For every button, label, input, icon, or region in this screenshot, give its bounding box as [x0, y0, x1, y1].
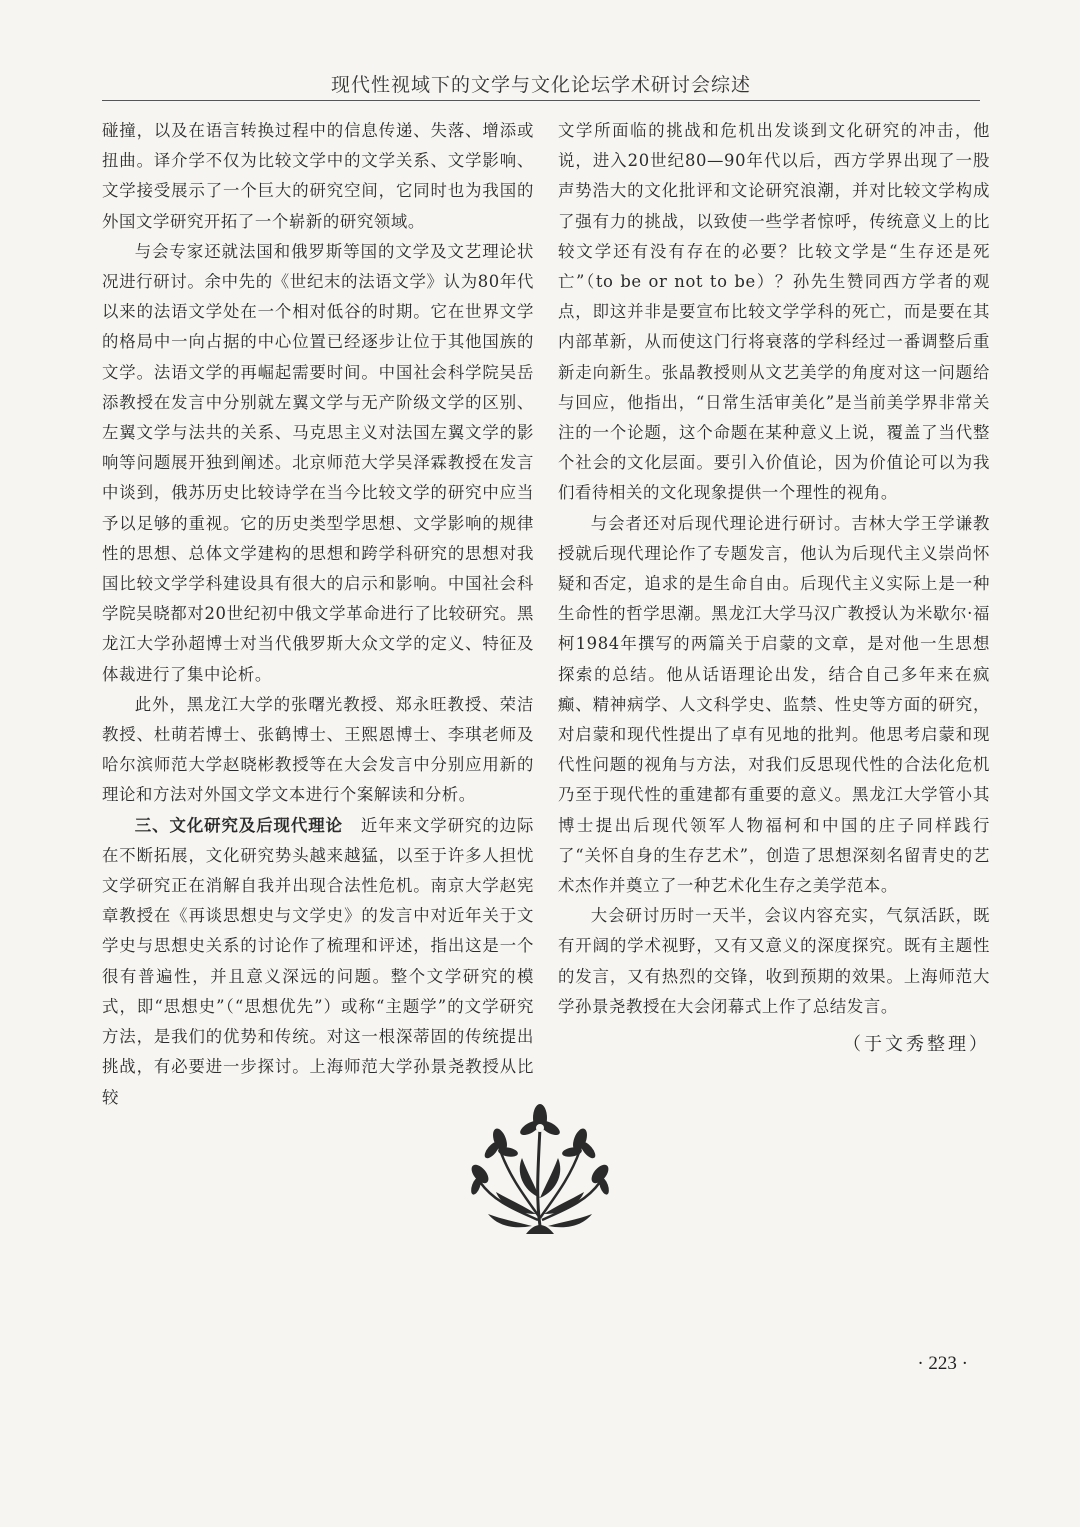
left-paragraph-4 [102, 811, 534, 1113]
section-body: 近年来文学研究的边际在不断拓展，文化研究势头越来越猛，以至于许多人担忧文学研究正在消解自我并出现合法性危机。南京大学赵宪章教授在《再谈思想史与文学史》的发言中对近年关于文学史与思想史关系的讨论作了梳理和评述，指出这是一个很有普遍性，并且意义深远的问题。整个文学研究的模式，即“思想史”（“思想优先”）或称“主题学”的文学研究方法，是我们的优势和传统。对这一根深蒂固的传统提出挑战，有必要进一步探讨。上海师范大学孙景尧教授从比较 [102, 815, 535, 1107]
left-paragraph-1: 碰撞，以及在语言转换过程中的信息传递、失落、增添或扭曲。译介学不仅为比较文学中的文学关系、文学影响、文学接受展示了一个巨大的研究空间，它同时也为我国的外国文学研究开拓了一个崭新的研究领域。 [102, 121, 534, 231]
editor-signature: （于文秀整理） [843, 1034, 990, 1056]
right-paragraph-1: 文学所面临的挑战和危机出发谈到文化研究的冲击，他说，进入20世纪80—90年代以后，西方学界出现了一股声势浩大的文化批评和文论研究浪潮，并对比较文学构成了强有力的挑战，以致使一些学者惊呼，传统意义上的比较文学还有没有存在的必要？比较文学是“生存还是死亡”（to be or not to be）？孙先生赞同西方学者的观点，即这并非是要宣布比较文学学科的死亡，而是要在其内部革新，从而使这门行将衰落的学科经过一番调整后重新走向新生。张晶教授则从文艺美学的角度对这一问题给与回应，他指出，“日常生活审美化”是当前美学界非常关注的一个论题，这个命题在某种意义上说，覆盖了当代整个社会的文化层面。要引入价值论，因为价值论可以为我们看待相关的文化现象提供一个理性的视角。 [558, 121, 990, 503]
page-number: · 223 · [917, 1353, 968, 1374]
floral-ornament-icon [466, 1098, 614, 1238]
header-rule [102, 100, 980, 101]
left-column [102, 116, 534, 1113]
left-paragraph-3: 此外，黑龙江大学的张曙光教授、郑永旺教授、荣洁教授、杜萌若博士、张鹤博士、王熙恩博士、李琪老师及哈尔滨师范大学赵晓彬教授等在大会发言中分别应用新的理论和方法对外国文学文本进行个案解读和分析。 [102, 694, 534, 805]
left-paragraph-2: 与会专家还就法国和俄罗斯等国的文学及文艺理论状况进行研讨。余中先的《世纪末的法语文学》认为80年代以来的法语文学处在一个相对低谷的时期。它在世界文学的格局中一向占据的中心位置已经逐步让位于其他国族的文学。法语文学的再崛起需要时间。中国社会科学院吴岳添教授在发言中分别就左翼文学与无产阶级文学的区别、左翼文学与法共的关系、马克思主义对法国左翼文学的影响等问题展开独到阐述。北京师范大学吴泽霖教授在发言中谈到，俄苏历史比较诗学在当今比较文学的研究中应当予以足够的重视。它的历史类型学思想、文学影响的规律性的思想、总体文学建构的思想和跨学科研究的思想对我国比较文学学科建设具有很大的启示和影响。中国社会科学院吴晓都对20世纪初中俄文学革命进行了比较研究。黑龙江大学孙超博士对当代俄罗斯大众文学的定义、特征及体裁进行了集中论析。 [102, 241, 534, 684]
right-paragraph-2: 与会者还对后现代理论进行研讨。吉林大学王学谦教授就后现代理论作了专题发言，他认为后现代主义崇尚怀疑和否定，追求的是生命自由。后现代主义实际上是一种生命性的哲学思潮。黑龙江大学马汉广教授认为米歇尔·福柯1984年撰写的两篇关于启蒙的文章，是对他一生思想探索的总结。他从话语理论出发，结合自己多年来在疯癫、精神病学、人文科学史、监禁、性史等方面的研究，对启蒙和现代性提出了卓有见地的批判。他思考启蒙和现代性问题的视角与方法，对我们反思现代性的合法化危机乃至于现代性的重建都有重要的意义。黑龙江大学管小其博士提出后现代领军人物福柯和中国的庄子同样践行了“关怀自身的生存艺术”，创造了思想深刻名留青史的艺术杰作并奠立了一种艺术化生存之美学范本。 [558, 513, 990, 896]
right-paragraph-3: 大会研讨历时一天半，会议内容充实，气氛活跃，既有开阔的学术视野，又有又意义的深度探究。既有主题性的发言，又有热烈的交锋，收到预期的效果。上海师范大学孙景尧教授在大会闭幕式上作了总结发言。 [558, 906, 990, 1016]
running-head-title: 现代性视域下的文学与文化论坛学术研讨会综述 [330, 74, 751, 96]
section-heading: 三、文化研究及后现代理论 [134, 815, 343, 835]
right-column [558, 116, 990, 1060]
